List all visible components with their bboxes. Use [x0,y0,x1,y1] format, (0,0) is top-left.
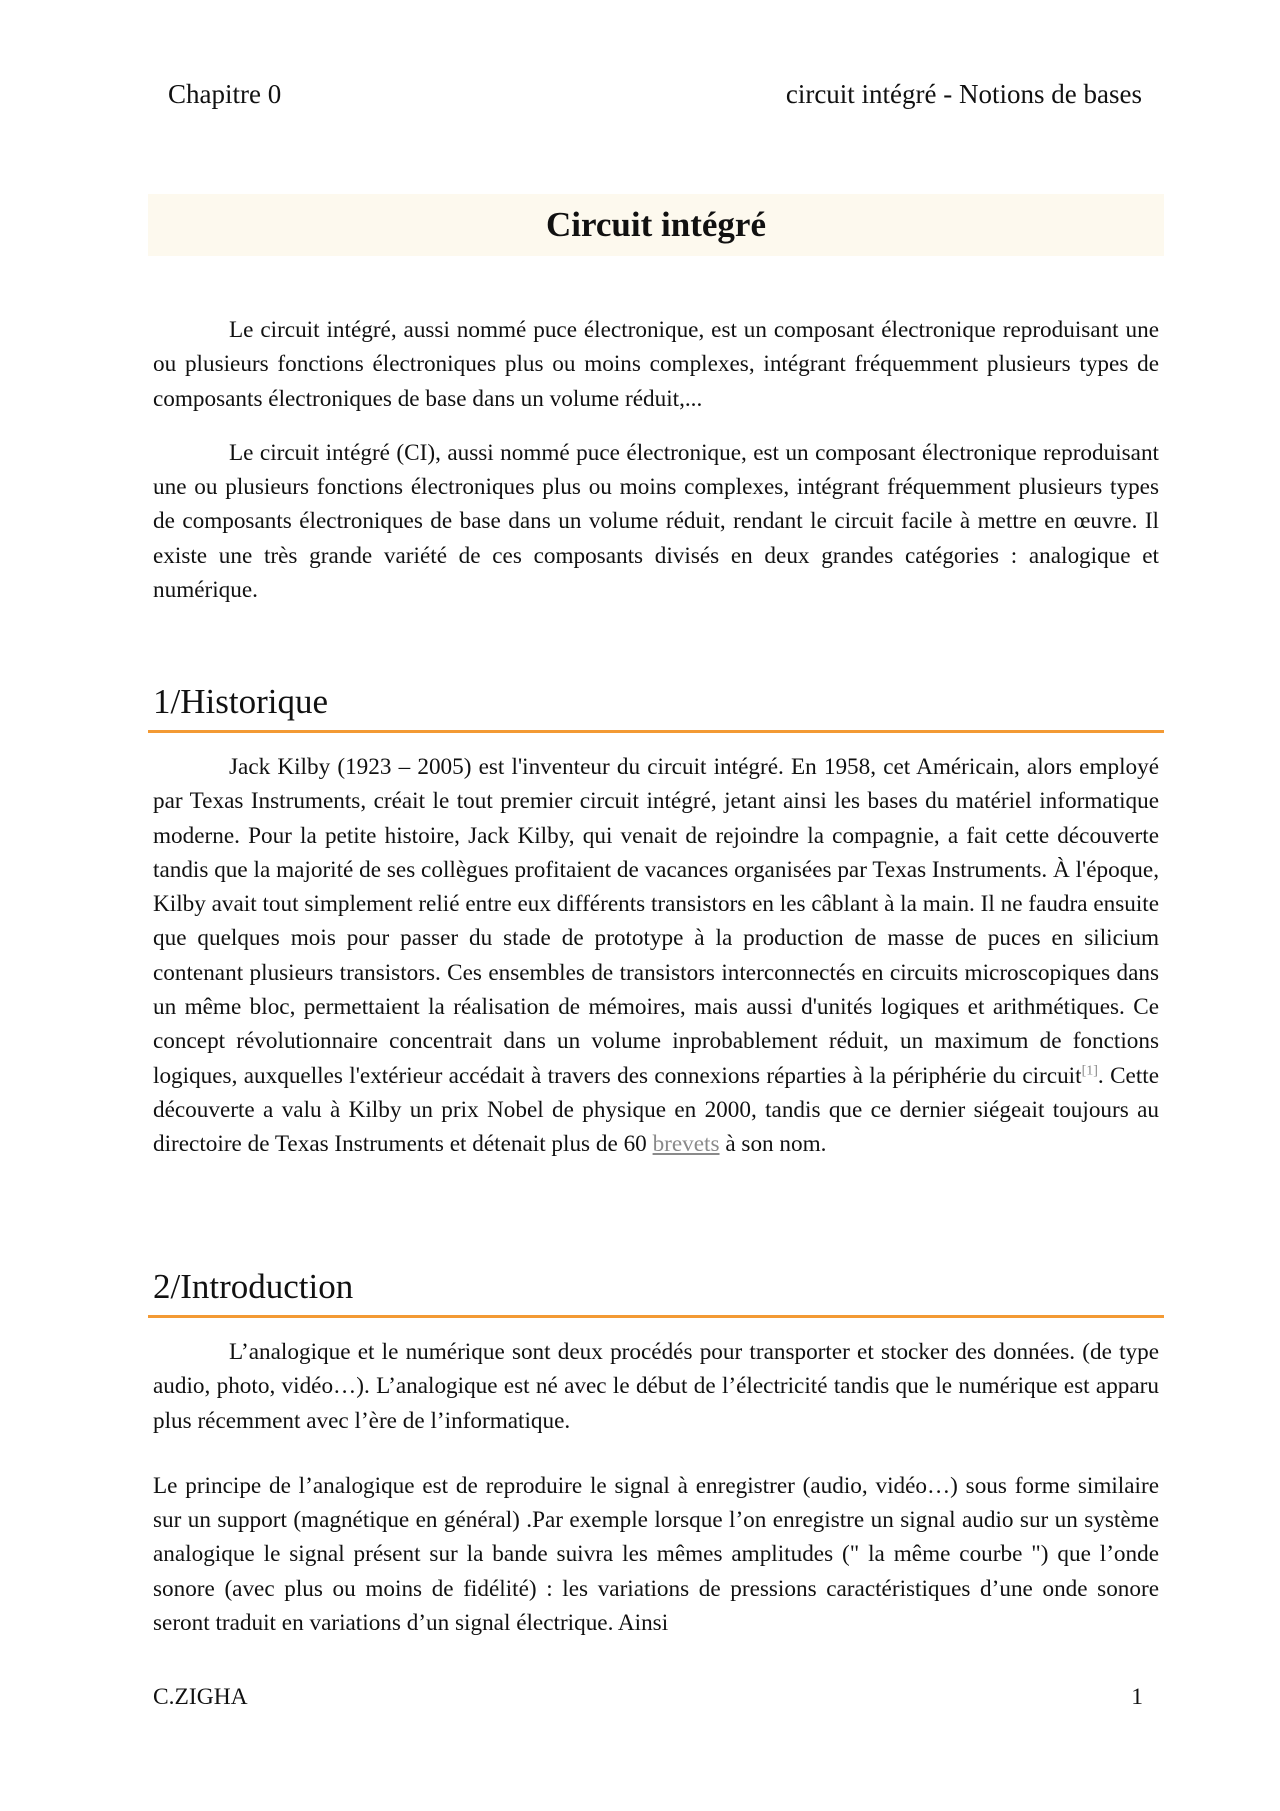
introduction-section [153,1335,1159,1640]
section-heading-introduction [148,1265,1164,1318]
footer-page-number: 1 [1131,1684,1143,1710]
historique-text-end: à son nom. [719,1131,827,1158]
header-chapter: Chapitre 0 [168,79,282,109]
header-subject: circuit intégré - Notions de bases [785,79,1142,109]
intro-paragraph-2: Le circuit intégré (CI), aussi nommé puce électronique, est un composant électronique reproduisant une ou plusieurs fonctions électroniques plus ou moins complexes, intégrant fréquemment plusieurs types de composants électroniques de base dans un volume réduit, rendant le circuit facile à mettre en œuvre. Il existe une très grande variété de ces composants divisés en deux grandes catégories : analogique et numérique. [153,439,1159,604]
historique-text-main: Jack Kilby (1923 – 2005) est l'inventeur du circuit intégré. En 1958, cet Américain, alors employé par Texas Instruments, créait le tout premier circuit intégré, jetant ainsi les bases du matériel informatique moderne. Pour la petite histoire, Jack Kilby, qui venait de rejoindre la compagnie, a fait cette découverte tandis que la majorité de ses collègues profitaient de vacances organisées par Texas Instruments. À l'époque, Kilby avait tout simplement relié entre eux différents transistors en les câblant à la main. Il ne faudra ensuite que quelques mois pour passer du stade de prototype à la production de masse de puces en silicium contenant plusieurs transistors. Ces ensembles de transistors interconnectés en circuits microscopiques dans un même bloc, permettaient la réalisation de mémoires, mais aussi d'unités logiques et arithmétiques. Ce concept révolutionnaire concentrait dans un volume inprobablement réduit, un maximum de fonctions logiques, auxquelles l'extérieur accédait à travers des connexions réparties à la périphérie du circuit [153,754,1159,1089]
intro-section [153,313,1159,607]
section-heading-historique-text: 1/Historique [153,682,328,721]
historique-section [153,750,1159,1162]
historique-paragraph [153,750,1159,1162]
page-footer [153,1682,1143,1712]
brevets-link[interactable]: brevets [652,1131,720,1158]
intro-paragraph-1: Le circuit intégré, aussi nommé puce électronique, est un composant électronique reproduisant une ou plusieurs fonctions électroniques plus ou moins complexes, intégrant fréquemment plusieurs types de composants électroniques de base dans un volume réduit,... [153,317,1159,412]
page-header [168,78,1142,110]
introduction-paragraph-2: Le principe de l’analogique est de reproduire le signal à enregistrer (audio, vidéo…) sous forme similaire sur un support (magnétique en général) .Par exemple lorsque l’on enregistre un signal audio sur un système analogique le signal présent sur la bande suivra les mêmes amplitudes (" la même courbe ") que l’onde sonore (avec plus ou moins de fidélité) : les variations de pressions caractéristiques d’une onde sonore seront traduit en variations d’un signal électrique. Ainsi [153,1472,1159,1637]
section-heading-historique [148,680,1164,733]
historique-text-continued: . Cette découverte a valu à Kilby un prix Nobel de physique en 2000, tandis que ce dernier siégeait toujours au directoire de Texas Instruments et détenait plus de 60 [153,1062,1160,1158]
footnote-ref-1[interactable]: [1] [1081,1062,1098,1078]
section-heading-introduction-text: 2/Introduction [153,1267,354,1306]
footer-author: C.ZIGHA [153,1684,248,1710]
introduction-paragraph-1: L’analogique et le numérique sont deux procédés pour transporter et stocker des données. (de type audio, photo, vidéo…). L’analogique est né avec le début de l’électricité tandis que le numérique est apparu plus récemment avec l’ère de l’informatique. [153,1339,1159,1434]
document-title: Circuit intégré [148,194,1164,256]
